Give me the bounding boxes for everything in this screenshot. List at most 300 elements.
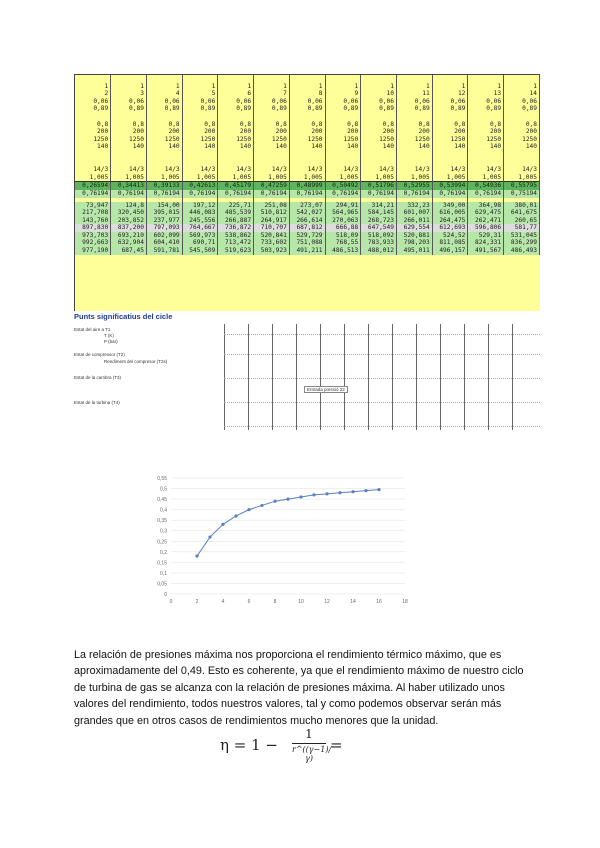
sheet-cell: 0,52955	[396, 182, 432, 190]
points-grid-column	[392, 324, 393, 430]
sheet-cell: 496,157	[432, 247, 468, 255]
sheet-cell: 14/3	[289, 166, 325, 174]
sheet-cell	[182, 159, 218, 167]
sheet-cell: 260,65	[504, 217, 540, 225]
sheet-cell: 200	[182, 128, 218, 136]
sheet-cell: 0,76194	[111, 190, 147, 198]
sheet-cell: 0,8	[325, 121, 361, 129]
data-point	[221, 523, 224, 526]
sheet-cell: 14/3	[468, 166, 504, 174]
sheet-cell: 524,52	[432, 232, 468, 240]
sheet-cell: 837,200	[111, 224, 147, 232]
sheet-cell: 596,806	[468, 224, 504, 232]
sheet-cell: 2	[75, 90, 111, 98]
sheet-cell: 531,045	[504, 232, 540, 240]
x-tick-label: 8	[273, 599, 277, 605]
sheet-row	[75, 182, 540, 190]
sheet-cell: 1,005	[111, 174, 147, 182]
y-tick-label: 0,4	[160, 507, 167, 514]
sheet-cell: 395,015	[146, 209, 182, 217]
sheet-cell: 0,8	[396, 121, 432, 129]
sheet-cell: 520,881	[396, 232, 432, 240]
points-grid-line	[224, 402, 540, 403]
sheet-cell: 266,614	[289, 217, 325, 225]
sheet-cell: 14/3	[432, 166, 468, 174]
sheet-cell: 13	[468, 90, 504, 98]
sheet-cell: 1,005	[325, 174, 361, 182]
sheet-cell: 584,145	[361, 209, 397, 217]
sheet-cell: 1,005	[218, 174, 254, 182]
points-grid-line	[224, 426, 540, 427]
sheet-cell: 713,472	[218, 239, 254, 247]
sheet-row	[75, 174, 540, 182]
sheet-cell: 0,06	[396, 98, 432, 106]
y-tick-label: 0,1	[160, 570, 167, 577]
sheet-cell	[361, 159, 397, 167]
sheet-cell: 564,965	[325, 209, 361, 217]
spreadsheet-table	[74, 74, 540, 311]
sheet-cell: 0,06	[325, 98, 361, 106]
sheet-cell: 0,06	[111, 98, 147, 106]
sheet-cell: 364,98	[468, 202, 504, 210]
points-grid-column	[224, 324, 225, 430]
sheet-cell: 0,8	[289, 121, 325, 129]
sheet-cell	[75, 159, 111, 167]
sheet-cell: 0,42613	[182, 182, 218, 190]
sheet-cell: 1	[289, 83, 325, 91]
sheet-cell: 1250	[75, 136, 111, 144]
sheet-cell: 491,211	[289, 247, 325, 255]
sheet-cell: 529,31	[468, 232, 504, 240]
sheet-cell: 140	[325, 143, 361, 151]
sheet-cell: 542,027	[289, 209, 325, 217]
sheet-cell: 1,005	[361, 174, 397, 182]
sheet-cell: 510,812	[254, 209, 290, 217]
sheet-cell: 0,89	[111, 105, 147, 113]
sheet-cell: 1250	[146, 136, 182, 144]
sheet-cell: 0,06	[289, 98, 325, 106]
x-tick-label: 2	[195, 599, 199, 605]
points-label: Estat del aire a T1	[74, 327, 111, 332]
sheet-cell	[432, 75, 468, 83]
data-point	[312, 493, 315, 496]
data-point	[364, 489, 367, 492]
sheet-cell: 612,693	[432, 224, 468, 232]
sheet-cell: 1	[361, 83, 397, 91]
sheet-cell: 485,539	[218, 209, 254, 217]
sheet-cell: 320,450	[111, 209, 147, 217]
sheet-row	[75, 105, 540, 113]
y-tick-label: 0,45	[157, 497, 167, 504]
points-grid-column	[464, 324, 465, 430]
data-point	[273, 500, 276, 503]
sheet-cell: 783,933	[361, 239, 397, 247]
y-tick-label: 0,15	[157, 560, 167, 567]
sheet-cell	[468, 75, 504, 83]
sheet-cell	[325, 151, 361, 159]
sheet-cell: 0,06	[182, 98, 218, 106]
sheet-cell: 0,45179	[218, 182, 254, 190]
y-tick-label: 0,2	[160, 549, 167, 556]
x-tick-label: 4	[221, 599, 225, 605]
sheet-cell: 486,513	[325, 247, 361, 255]
y-tick-label: 0,25	[157, 539, 167, 546]
points-grid-column	[416, 324, 417, 430]
sheet-cell	[75, 113, 111, 121]
sheet-cell: 140	[218, 143, 254, 151]
points-note: Entrada pressió 22	[304, 386, 348, 393]
sheet-cell: 0,06	[361, 98, 397, 106]
sheet-cell: 811,085	[432, 239, 468, 247]
sheet-cell: 581,77	[504, 224, 540, 232]
sheet-cell: 245,556	[182, 217, 218, 225]
sheet-row	[75, 90, 540, 98]
sheet-cell: 314,21	[361, 202, 397, 210]
sheet-cell: 1,005	[146, 174, 182, 182]
sheet-row	[75, 75, 540, 83]
sheet-cell	[504, 159, 540, 167]
sheet-cell	[325, 75, 361, 83]
sheet-cell	[75, 75, 111, 83]
sheet-cell: 1250	[325, 136, 361, 144]
points-label: Estat de la cambra (T3)	[74, 375, 122, 380]
sheet-row	[75, 121, 540, 129]
sheet-cell: 1	[146, 83, 182, 91]
sheet-row	[75, 190, 540, 198]
sheet-cell: 0,8	[218, 121, 254, 129]
sheet-cell	[468, 151, 504, 159]
sheet-cell	[432, 113, 468, 121]
sheet-cell: 666,88	[325, 224, 361, 232]
sheet-cell: 200	[396, 128, 432, 136]
sheet-cell: 0,06	[75, 98, 111, 106]
sheet-cell: 736,872	[218, 224, 254, 232]
sheet-cell	[146, 151, 182, 159]
x-tick-label: 12	[324, 599, 330, 605]
sheet-cell: 486,493	[504, 247, 540, 255]
formula-lhs: η = 1 −	[220, 736, 278, 754]
sheet-cell: 797,093	[146, 224, 182, 232]
sheet-cell: 380,01	[504, 202, 540, 210]
sheet-cell: 1250	[361, 136, 397, 144]
sheet-cell: 200	[218, 128, 254, 136]
sheet-cell: 264,917	[254, 217, 290, 225]
fraction-bar	[292, 743, 326, 744]
points-label: Estat de la turbina (T4)	[74, 400, 120, 405]
sheet-cell: 140	[504, 143, 540, 151]
sheet-cell: 1250	[396, 136, 432, 144]
sheet-cell: 200	[325, 128, 361, 136]
sheet-cell: 0,89	[182, 105, 218, 113]
sheet-cell: 0,50492	[325, 182, 361, 190]
sheet-row	[75, 83, 540, 91]
sheet-cell: 1250	[504, 136, 540, 144]
sheet-cell: 601,007	[396, 209, 432, 217]
points-grid-line	[224, 378, 540, 379]
sheet-cell: 1,005	[182, 174, 218, 182]
sheet-cell: 3	[111, 90, 147, 98]
sheet-cell: 629,554	[396, 224, 432, 232]
sheet-cell: 0,89	[289, 105, 325, 113]
sheet-cell: 200	[432, 128, 468, 136]
sheet-cell: 0,89	[325, 105, 361, 113]
sheet-cell	[75, 151, 111, 159]
sheet-cell: 647,549	[361, 224, 397, 232]
sheet-cell: 632,904	[111, 239, 147, 247]
sheet-row	[75, 224, 540, 232]
sheet-cell	[182, 75, 218, 83]
data-point	[234, 514, 237, 517]
sheet-cell: 14/3	[75, 166, 111, 174]
sheet-cell: 1	[468, 83, 504, 91]
points-grid-column	[368, 324, 369, 430]
sheet-cell: 897,830	[75, 224, 111, 232]
sheet-cell: 225,71	[218, 202, 254, 210]
sheet-cell: 266,011	[396, 217, 432, 225]
data-point	[286, 497, 289, 500]
sheet-cell: 1	[432, 83, 468, 91]
sheet-cell	[218, 151, 254, 159]
sheet-cell: 973,703	[75, 232, 111, 240]
sheet-cell	[325, 159, 361, 167]
sheet-cell: 266,887	[218, 217, 254, 225]
sheet-cell: 154,00	[146, 202, 182, 210]
sheet-cell: 0,76194	[254, 190, 290, 198]
sheet-cell: 977,190	[75, 247, 111, 255]
sheet-cell: 200	[289, 128, 325, 136]
sheet-cell	[361, 113, 397, 121]
sheet-cell: 1	[218, 83, 254, 91]
points-label: Rendiment del compresor (T2s)	[104, 359, 168, 364]
sheet-cell: 200	[468, 128, 504, 136]
points-grid-column	[248, 324, 249, 430]
sheet-cell: 11	[396, 90, 432, 98]
sheet-cell: 0,06	[146, 98, 182, 106]
formula-denominator: r^((γ−1)/γ)	[292, 745, 332, 763]
sheet-cell: 518,092	[361, 232, 397, 240]
sheet-cell: 798,203	[396, 239, 432, 247]
sheet-cell: 0,76194	[361, 190, 397, 198]
sheet-cell: 538,862	[218, 232, 254, 240]
sheet-cell: 529,729	[289, 232, 325, 240]
sheet-cell: 200	[75, 128, 111, 136]
sheet-cell: 1	[111, 83, 147, 91]
sheet-cell	[504, 75, 540, 83]
sheet-cell: 0,89	[361, 105, 397, 113]
data-point	[377, 488, 380, 491]
sheet-cell: 1	[325, 83, 361, 91]
sheet-row	[75, 217, 540, 225]
sheet-cell: 10	[361, 90, 397, 98]
sheet-cell: 1250	[111, 136, 147, 144]
sheet-cell	[432, 151, 468, 159]
sheet-cell: 140	[396, 143, 432, 151]
sheet-cell: 197,12	[182, 202, 218, 210]
points-grid	[224, 324, 540, 430]
sheet-row	[75, 98, 540, 106]
sheet-cell: 9	[325, 90, 361, 98]
y-tick-label: 0	[164, 592, 167, 598]
sheet-cell: 14/3	[146, 166, 182, 174]
sheet-cell: 0,47259	[254, 182, 290, 190]
sheet-cell	[289, 75, 325, 83]
sheet-cell: 992,663	[75, 239, 111, 247]
sheet-cell	[254, 75, 290, 83]
sheet-cell: 143,760	[75, 217, 111, 225]
sheet-cell: 0,76194	[432, 190, 468, 198]
sheet-cell: 693,210	[111, 232, 147, 240]
sheet-cell: 140	[254, 143, 290, 151]
sheet-cell: 273,07	[289, 202, 325, 210]
sheet-cell: 140	[146, 143, 182, 151]
sheet-cell: 0,8	[182, 121, 218, 129]
sheet-cell: 203,852	[111, 217, 147, 225]
y-tick-label: 0,5	[160, 486, 167, 493]
sheet-cell: 140	[468, 143, 504, 151]
sheet-cell: 1250	[432, 136, 468, 144]
data-point	[299, 495, 302, 498]
sheet-cell: 0,89	[432, 105, 468, 113]
sheet-cell: 0,06	[254, 98, 290, 106]
sheet-cell: 491,567	[468, 247, 504, 255]
sheet-cell: 0,8	[75, 121, 111, 129]
y-tick-label: 0,55	[157, 476, 167, 482]
sheet-cell: 14/3	[254, 166, 290, 174]
sheet-cell: 237,977	[146, 217, 182, 225]
sheet-cell: 569,973	[182, 232, 218, 240]
sheet-row	[75, 232, 540, 240]
sheet-cell: 8	[289, 90, 325, 98]
x-tick-label: 16	[376, 599, 382, 605]
points-label: Estat de compressor (T2)	[74, 352, 125, 357]
sheet-cell: 0,76194	[218, 190, 254, 198]
sheet-cell: 824,331	[468, 239, 504, 247]
sheet-cell: 0,76194	[396, 190, 432, 198]
sheet-row	[75, 239, 540, 247]
sheet-cell	[361, 151, 397, 159]
sheet-cell: 0,55795	[504, 182, 540, 190]
sheet-cell: 1250	[182, 136, 218, 144]
sheet-row	[75, 247, 540, 255]
sheet-cell: 836,299	[504, 239, 540, 247]
sheet-cell	[289, 159, 325, 167]
sheet-cell: 0,06	[218, 98, 254, 106]
sheet-cell	[111, 75, 147, 83]
sheet-cell	[218, 75, 254, 83]
sheet-cell: 1	[396, 83, 432, 91]
sheet-cell: 1,005	[432, 174, 468, 182]
sheet-cell: 1,005	[468, 174, 504, 182]
sheet-cell: 0,76194	[468, 190, 504, 198]
sheet-cell	[146, 75, 182, 83]
sheet-cell: 140	[361, 143, 397, 151]
sheet-cell: 518,09	[325, 232, 361, 240]
sheet-row	[75, 143, 540, 151]
points-grid-line	[224, 334, 540, 335]
sheet-row	[75, 209, 540, 217]
y-tick-label: 0,3	[160, 528, 167, 535]
chart-svg	[143, 466, 426, 616]
sheet-cell	[254, 113, 290, 121]
sheet-cell: 0,8	[468, 121, 504, 129]
sheet-cell: 7	[254, 90, 290, 98]
y-tick-label: 0,05	[157, 581, 167, 588]
sheet-cell: 200	[146, 128, 182, 136]
sheet-cell: 768,55	[325, 239, 361, 247]
sheet-cell: 200	[361, 128, 397, 136]
sheet-cell: 687,45	[111, 247, 147, 255]
sheet-cell: 1250	[468, 136, 504, 144]
sheet-cell: 0,89	[75, 105, 111, 113]
sheet-cell: 1,005	[254, 174, 290, 182]
sheet-cell: 294,91	[325, 202, 361, 210]
sheet-cell: 0,06	[468, 98, 504, 106]
sheet-cell: 0,89	[396, 105, 432, 113]
sheet-cell: 604,410	[146, 239, 182, 247]
sheet-cell: 764,667	[182, 224, 218, 232]
x-tick-label: 10	[298, 599, 304, 605]
sheet-cell: 0,8	[361, 121, 397, 129]
points-grid-column	[440, 324, 441, 430]
points-grid-column	[320, 324, 321, 430]
sheet-cell: 0,53994	[432, 182, 468, 190]
sheet-cell: 519,623	[218, 247, 254, 255]
formula-equals: =	[330, 736, 343, 754]
sheet-cell	[504, 151, 540, 159]
sheet-cell	[396, 151, 432, 159]
sheet-cell: 140	[111, 143, 147, 151]
sheet-cell: 0,26594	[75, 182, 111, 190]
sheet-cell: 140	[432, 143, 468, 151]
sheet-cell	[182, 113, 218, 121]
sheet-cell: 4	[146, 90, 182, 98]
sheet-cell: 690,71	[182, 239, 218, 247]
sheet-cell: 0,39133	[146, 182, 182, 190]
points-grid-column	[512, 324, 513, 430]
sheet-cell	[218, 159, 254, 167]
points-label: T (K)	[104, 333, 114, 338]
sheet-cell: 1	[182, 83, 218, 91]
sheet-cell: 0,06	[504, 98, 540, 106]
sheet-cell: 14/3	[182, 166, 218, 174]
sheet-cell: 0,76194	[182, 190, 218, 198]
sheet-cell: 217,708	[75, 209, 111, 217]
formula-numerator: 1	[305, 727, 313, 741]
sheet-cell: 616,005	[432, 209, 468, 217]
sheet-cell: 0,89	[468, 105, 504, 113]
x-tick-label: 0	[169, 599, 173, 605]
data-point	[208, 535, 211, 538]
formula-fraction	[292, 727, 332, 763]
sheet-cell: 545,509	[182, 247, 218, 255]
sheet-row	[75, 166, 540, 174]
points-grid-column	[296, 324, 297, 430]
sheet-cell: 14	[504, 90, 540, 98]
sheet-cell: 629,475	[468, 209, 504, 217]
sheet-cell: 0,75194	[504, 190, 540, 198]
data-point	[195, 554, 198, 557]
data-point	[325, 492, 328, 495]
sheet-row	[75, 113, 540, 121]
sheet-cell: 0,89	[504, 105, 540, 113]
sheet-cell: 733,602	[254, 239, 290, 247]
sheet-cell: 0,8	[504, 121, 540, 129]
sheet-cell: 200	[254, 128, 290, 136]
sheet-cell: 14/3	[325, 166, 361, 174]
sheet-cell: 641,675	[504, 209, 540, 217]
sheet-cell	[325, 113, 361, 121]
points-grid-column	[344, 324, 345, 430]
